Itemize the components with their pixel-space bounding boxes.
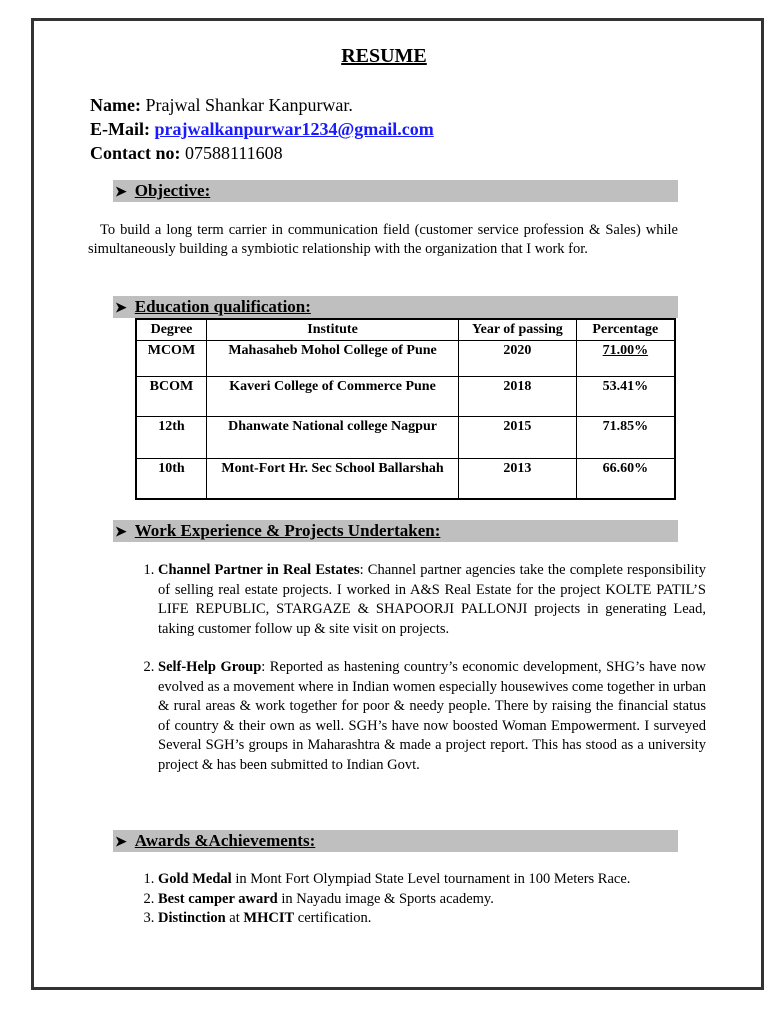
work-list [130, 561, 706, 775]
table-row [136, 341, 675, 377]
phone-label: Contact no: [90, 143, 181, 163]
year-cell: 2015 [459, 417, 577, 459]
awards-list [130, 870, 706, 929]
list-item [158, 870, 706, 890]
award-certification: MHCIT [243, 910, 295, 926]
percentage-cell: 53.41% [576, 377, 675, 417]
header-percentage: Percentage [576, 319, 675, 341]
percentage-cell: 71.85% [576, 417, 675, 459]
resume-title: RESUME [341, 45, 427, 67]
year-cell: 2013 [459, 459, 577, 499]
award-text-tail: certification. [294, 910, 372, 926]
phone-line [90, 141, 434, 165]
name-value: Prajwal Shankar Kanpurwar. [145, 95, 353, 115]
arrow-bullet-icon: ➤ [115, 185, 127, 200]
email-label: E-Mail: [90, 119, 150, 139]
contact-block [90, 93, 434, 165]
year-cell: 2020 [459, 341, 577, 377]
award-text: in Mont Fort Olympiad State Level tournament in 100 Meters Race. [231, 871, 631, 887]
award-title: Distinction [158, 910, 226, 926]
objective-text: To build a long term carrier in communication field (customer service profession & Sales) while simultaneously building a symbiotic relationship with the organization that I work for. [88, 222, 678, 257]
award-title: Best camper award [158, 890, 278, 907]
work-heading: ➤ Work Experience & Projects Undertaken: [113, 520, 678, 542]
table-row [136, 417, 675, 459]
institute-cell: Mahasaheb Mohol College of Pune [206, 341, 458, 377]
table-header-row [136, 319, 675, 341]
award-text: at [225, 910, 244, 926]
table-row [136, 377, 675, 417]
award-text: in Nayadu image & Sports academy. [277, 890, 494, 907]
list-item [158, 658, 706, 775]
table-row [136, 459, 675, 499]
arrow-bullet-icon: ➤ [115, 301, 127, 316]
list-item [158, 909, 706, 929]
work-item-title: Self-Help Group [158, 659, 262, 675]
objective-heading: ➤ Objective: [113, 180, 678, 202]
institute-cell: Kaveri College of Commerce Pune [206, 377, 458, 417]
year-cell: 2018 [459, 377, 577, 417]
education-table [135, 318, 676, 500]
education-heading: ➤ Education qualification: [113, 296, 678, 318]
email-link[interactable]: prajwalkanpurwar1234@gmail.com [154, 119, 434, 139]
email-line [90, 117, 434, 141]
work-item-title: Channel Partner in Real Estates [158, 562, 360, 578]
degree-cell: BCOM [136, 377, 206, 417]
awards-heading: ➤ Awards &Achievements: [113, 830, 678, 852]
degree-cell: MCOM [136, 341, 206, 377]
list-item [158, 561, 706, 639]
name-line [90, 93, 434, 117]
header-year: Year of passing [459, 319, 577, 341]
header-degree: Degree [136, 319, 206, 341]
award-title: Gold Medal [158, 871, 232, 887]
degree-cell: 12th [136, 417, 206, 459]
percentage-cell: 71.00% [576, 341, 675, 377]
phone-value: 07588111608 [185, 143, 283, 163]
name-label: Name: [90, 95, 141, 115]
percentage-cell: 66.60% [576, 459, 675, 499]
header-institute: Institute [206, 319, 458, 341]
list-item [158, 890, 706, 910]
arrow-bullet-icon: ➤ [115, 835, 127, 850]
institute-cell: Mont-Fort Hr. Sec School Ballarshah [206, 459, 458, 499]
work-item-text: : Reported as hastening country’s economic development, SHG’s have now evolved as a movement where in Indian women especially housewives come together in urban & rural areas & work together for poor & needy people. There by raising the financial status of country & their own as well. SGH’s have now boosted Woman Empowerment. I surveyed Several SGH’s groups in Maharashtra & made a project report. This has stood as a university project & has been submitted to Indian Govt. [158, 659, 707, 773]
arrow-bullet-icon: ➤ [115, 525, 127, 540]
degree-cell: 10th [136, 459, 206, 499]
work-item-text: : Channel partner agencies take the complete responsibility of selling real estate projects. I worked in A&S Real Estate for the project KOLTE PATIL’S LIFE REPUBLIC, STARGAZE & SHAPOORJI PALLONJI projects in generating Lead, taking customer follow up & site visit on projects. [158, 562, 706, 637]
institute-cell: Dhanwate National college Nagpur [206, 417, 458, 459]
